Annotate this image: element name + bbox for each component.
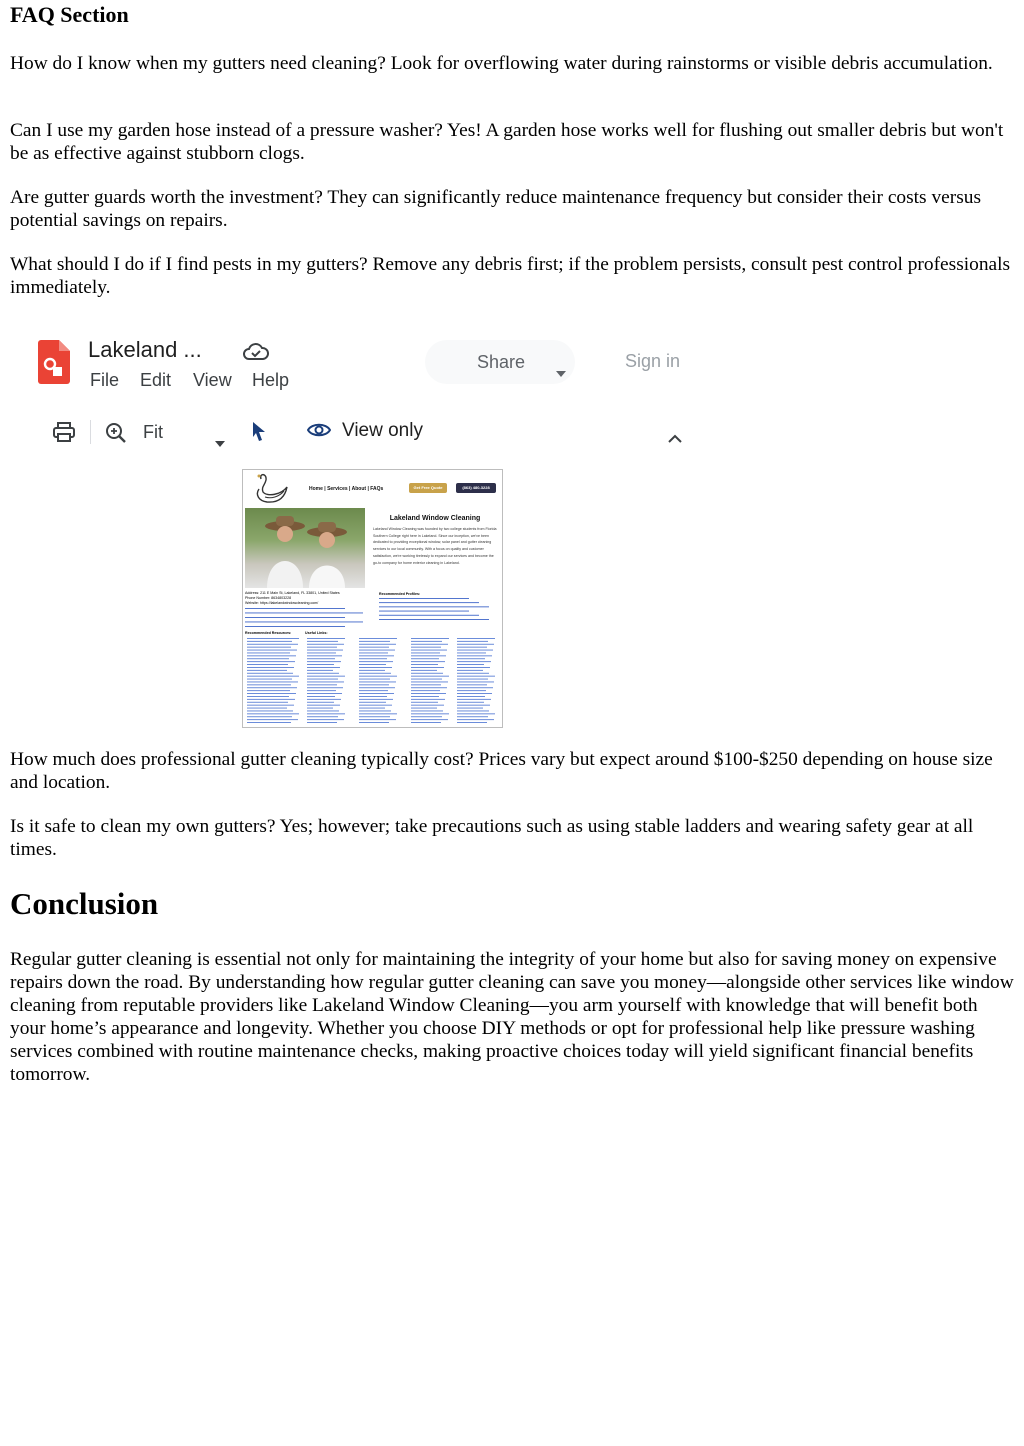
thumb-link-line (411, 661, 445, 662)
thumb-quote-button: Get Free Quote (409, 483, 447, 493)
thumb-link-line (457, 687, 493, 688)
thumb-link-line (411, 653, 440, 654)
thumb-link-line (379, 611, 469, 612)
thumb-link-line (411, 705, 444, 706)
thumb-link-line (359, 682, 396, 683)
thumb-phone-button: (863) 480-3228 (456, 483, 496, 493)
thumb-link-line (359, 713, 397, 714)
thumb-heading: Lakeland Window Cleaning (389, 515, 481, 522)
thumb-link-line (411, 708, 437, 709)
thumb-link-line (359, 708, 385, 709)
menu-help[interactable]: Help (252, 370, 290, 390)
dropdown-arrow-icon[interactable] (215, 430, 225, 453)
thumb-link-line (247, 667, 294, 668)
thumb-link-line (307, 719, 344, 720)
thumb-address: Address: 211 E Main St, Lakeland, FL 33801, United States (245, 591, 340, 595)
thumb-link-line (411, 641, 442, 642)
thumb-link-line (359, 696, 387, 697)
thumb-link-line (457, 702, 484, 703)
thumb-link-line (379, 602, 479, 603)
thumb-link-line (307, 664, 334, 665)
thumb-link-line (359, 641, 390, 642)
thumb-link-line (411, 699, 445, 700)
zoom-level-select[interactable]: Fit (143, 422, 163, 442)
thumb-link-line (307, 641, 338, 642)
thumb-link-line (245, 617, 345, 618)
thumb-link-line (457, 667, 490, 668)
thumb-link-line (457, 722, 487, 723)
thumb-link-line (411, 655, 446, 656)
faq-item-5: How much does professional gutter cleaning typically cost? Prices vary but expect around $100-$250 depending on house size and location. (10, 749, 993, 793)
thumb-link-line (307, 702, 334, 703)
thumb-link-line (245, 626, 345, 627)
thumb-link-line (307, 713, 345, 714)
thumb-link-line (247, 702, 288, 703)
thumb-link-line (247, 705, 294, 706)
thumb-link-line (359, 644, 396, 645)
thumb-link-line (457, 641, 488, 642)
share-dropdown-icon (556, 360, 566, 383)
thumb-link-line (359, 676, 397, 677)
thumb-link-line (457, 658, 485, 659)
thumb-link-line (307, 696, 335, 697)
thumb-link-line (247, 693, 296, 694)
thumb-link-line (411, 696, 439, 697)
thumb-link-line (247, 690, 290, 691)
thumb-link-line (247, 661, 295, 662)
thumb-link-line (247, 644, 298, 645)
thumb-link-line (457, 644, 494, 645)
thumb-link-line (411, 638, 449, 639)
thumb-link-line (247, 679, 292, 680)
thumb-link-line (247, 658, 289, 659)
thumb-link-line (457, 696, 485, 697)
thumb-link-line (247, 664, 288, 665)
thumb-link-line (359, 711, 391, 712)
faq-item-1: How do I know when my gutters need cleaning? Look for overflowing water during rainstorms or visible debris accumulation. (10, 53, 993, 74)
faq-item-6: Is it safe to clean my own gutters? Yes; however; take precautions such as using stable ladders and wearing safety gear at all times. (10, 816, 974, 860)
thumb-link-line (411, 682, 448, 683)
thumb-link-line (307, 667, 340, 668)
thumb-link-line (411, 711, 443, 712)
faq-heading: FAQ Section (10, 2, 129, 27)
thumb-link-line (359, 702, 386, 703)
print-icon[interactable] (53, 422, 75, 448)
thumb-link-line (247, 713, 299, 714)
thumb-link-line (307, 708, 333, 709)
document-title[interactable]: Lakeland ... (88, 337, 202, 362)
menu-file[interactable]: File (90, 370, 120, 390)
thumb-link-line (307, 653, 336, 654)
thumb-link-line (359, 658, 387, 659)
thumb-body: Lakeland Window Cleaning was founded by two college students from Florida Southern College right here in Lakeland. Since our inception, we've been dedicated to providing exceptional window, solar panel and gutter cleaning services to our local community. With a focus on quality and customer satisfaction, we're working tirelessly to expand our services and become the go-to company for home exterior cleaning in Lakeland. (373, 527, 497, 565)
thumb-link-line (457, 653, 486, 654)
thumb-link-line (457, 664, 484, 665)
thumb-link-line (411, 722, 441, 723)
pointer-icon[interactable] (251, 421, 267, 449)
thumb-link-line (379, 615, 479, 616)
thumb-link-line (359, 670, 385, 671)
thumb-link-line (379, 606, 489, 607)
thumb-link-line (247, 650, 297, 651)
thumb-link-line (457, 647, 487, 648)
thumb-link-line (411, 676, 449, 677)
thumb-link-line (247, 673, 293, 674)
thumb-link-line (359, 664, 386, 665)
thumb-link-line (457, 719, 494, 720)
thumb-recommended-resources: Recommended Resources: (245, 631, 292, 635)
thumb-link-line (307, 684, 337, 685)
embedded-document-viewer (20, 322, 710, 732)
thumb-link-line (245, 608, 345, 609)
thumb-phone: Phone Number: 8634803228 (245, 596, 292, 600)
thumb-link-line (457, 670, 483, 671)
thumb-link-line (411, 684, 441, 685)
thumb-link-line (247, 716, 292, 717)
faq-item-4: What should I do if I find pests in my gutters? Remove any debris first; if the problem persists, consult pest control professionals immediately. (10, 254, 1011, 298)
thumb-link-line (411, 664, 438, 665)
thumb-link-line (247, 684, 291, 685)
thumb-link-line (307, 693, 342, 694)
thumb-link-line (247, 719, 298, 720)
thumb-link-line (411, 679, 442, 680)
faq-item-2: Can I use my garden hose instead of a pressure washer? Yes! A garden hose works well for flushing out smaller debris but won't be as effective against stubborn clogs. (10, 120, 1004, 164)
thumb-link-line (411, 693, 446, 694)
thumb-link-line (307, 679, 338, 680)
thumb-link-line (307, 673, 339, 674)
thumb-link-line (245, 622, 363, 623)
thumb-link-line (307, 722, 337, 723)
conclusion-body: Regular gutter cleaning is essential not only for maintaining the integrity of your home but also for saving money on expensive repairs down the road. By understanding how regular gutter cleaning can save you money—alongside other services like window cleaning from reputable providers like Lakeland Window Cleaning—you arm yourself with knowledge that will benefit both your home’s appearance and longevity. Whether you choose DIY methods or opt for professional help like pressure washing services combined with routine maintenance checks, making proactive choices today will yield significant financial benefits tomorrow. (10, 949, 1014, 1085)
thumb-link-line (457, 673, 489, 674)
thumb-link-line (411, 690, 440, 691)
thumb-link-line (247, 699, 295, 700)
thumb-link-line (457, 711, 489, 712)
thumb-link-line (359, 673, 391, 674)
menu-view[interactable]: View (193, 370, 232, 390)
zoom-icon[interactable] (105, 422, 127, 450)
thumb-link-line (359, 679, 390, 680)
thumb-link-line (245, 613, 363, 614)
thumb-link-line (411, 658, 439, 659)
thumb-link-line (247, 676, 299, 677)
thumb-link-line (457, 699, 491, 700)
thumb-link-line (411, 702, 438, 703)
thumb-recommended-profiles: Recommended Profiles: (379, 592, 421, 596)
thumb-link-line (307, 644, 344, 645)
thumb-link-line (457, 638, 495, 639)
thumb-link-line (359, 699, 393, 700)
thumb-link-line (379, 619, 489, 620)
thumb-link-line (247, 696, 289, 697)
share-button[interactable] (425, 340, 575, 384)
thumb-link-line (457, 713, 495, 714)
thumb-link-line (359, 690, 388, 691)
thumb-link-line (411, 719, 448, 720)
thumb-link-line (359, 716, 390, 717)
document-page-thumbnail[interactable] (242, 469, 503, 728)
thumb-link-line (359, 705, 392, 706)
thumb-link-line (307, 676, 345, 677)
thumb-link-line (359, 647, 389, 648)
thumb-link-line (457, 716, 488, 717)
share-label: Share (477, 352, 526, 372)
thumb-link-line (307, 647, 337, 648)
thumb-link-line (359, 653, 388, 654)
collapse-chevron-icon[interactable] (668, 426, 682, 449)
thumb-link-line (307, 661, 341, 662)
thumb-link-line (307, 687, 343, 688)
thumb-link-line (457, 661, 491, 662)
pdf-file-icon (38, 340, 70, 390)
thumb-link-line (411, 673, 443, 674)
thumb-link-line (307, 705, 340, 706)
thumb-link-line (307, 670, 333, 671)
thumb-link-line (359, 684, 389, 685)
thumb-link-line (411, 647, 441, 648)
thumb-link-line (359, 650, 395, 651)
thumb-link-line (359, 667, 392, 668)
thumb-link-line (379, 598, 469, 599)
thumb-link-line (359, 638, 397, 639)
thumb-link-line (457, 690, 486, 691)
thumb-link-line (247, 647, 291, 648)
menu-edit[interactable]: Edit (140, 370, 172, 390)
eye-icon (307, 421, 331, 445)
thumb-link-line (247, 722, 291, 723)
thumb-link-line (457, 708, 483, 709)
cloud-saved-icon[interactable] (243, 342, 269, 368)
thumb-link-line (307, 711, 339, 712)
thumb-link-line (411, 716, 442, 717)
thumb-link-line (411, 713, 449, 714)
thumb-link-line (411, 687, 447, 688)
thumb-link-line (247, 682, 298, 683)
thumb-useful-links: Useful Links: (305, 631, 328, 635)
thumb-link-line (247, 708, 287, 709)
thumb-link-line (457, 679, 488, 680)
thumb-link-lines (243, 470, 502, 727)
thumb-nav: Home | Services | About | FAQs (309, 486, 384, 492)
thumb-link-line (307, 716, 338, 717)
thumb-link-line (457, 650, 493, 651)
thumb-link-line (359, 722, 389, 723)
thumb-link-line (359, 693, 394, 694)
thumb-link-line (411, 650, 447, 651)
thumb-link-line (307, 682, 344, 683)
faq-item-3: Are gutter guards worth the investment? They can significantly reduce maintenance frequency but consider their costs versus potential savings on repairs. (10, 187, 981, 231)
thumb-link-line (457, 705, 490, 706)
thumb-link-line (247, 711, 293, 712)
thumb-link-line (457, 676, 495, 677)
thumb-website: Website: https://lakelandwindowcleaning.com/ (245, 601, 319, 605)
thumb-link-line (247, 655, 296, 656)
thumb-link-line (247, 638, 299, 639)
thumb-link-line (457, 655, 492, 656)
thumb-link-line (359, 687, 395, 688)
thumb-link-line (307, 638, 345, 639)
thumb-link-line (359, 655, 394, 656)
thumb-link-line (247, 687, 297, 688)
thumb-link-line (247, 641, 292, 642)
thumb-link-line (247, 670, 287, 671)
thumb-link-line (359, 661, 393, 662)
view-only-button[interactable]: View only (342, 420, 423, 441)
sign-in-link[interactable]: Sign in (625, 351, 681, 371)
thumb-link-line (307, 658, 335, 659)
thumb-link-line (247, 653, 290, 654)
thumb-link-line (411, 644, 448, 645)
thumb-link-line (457, 684, 487, 685)
thumb-link-line (457, 693, 492, 694)
thumb-link-line (307, 690, 336, 691)
thumb-link-line (307, 655, 342, 656)
thumb-link-line (307, 650, 343, 651)
thumb-link-line (307, 699, 341, 700)
thumb-link-line (457, 682, 494, 683)
conclusion-heading: Conclusion (10, 886, 159, 921)
toolbar-divider (90, 420, 91, 444)
thumb-link-line (411, 670, 437, 671)
thumb-link-line (359, 719, 396, 720)
thumb-link-line (411, 667, 444, 668)
